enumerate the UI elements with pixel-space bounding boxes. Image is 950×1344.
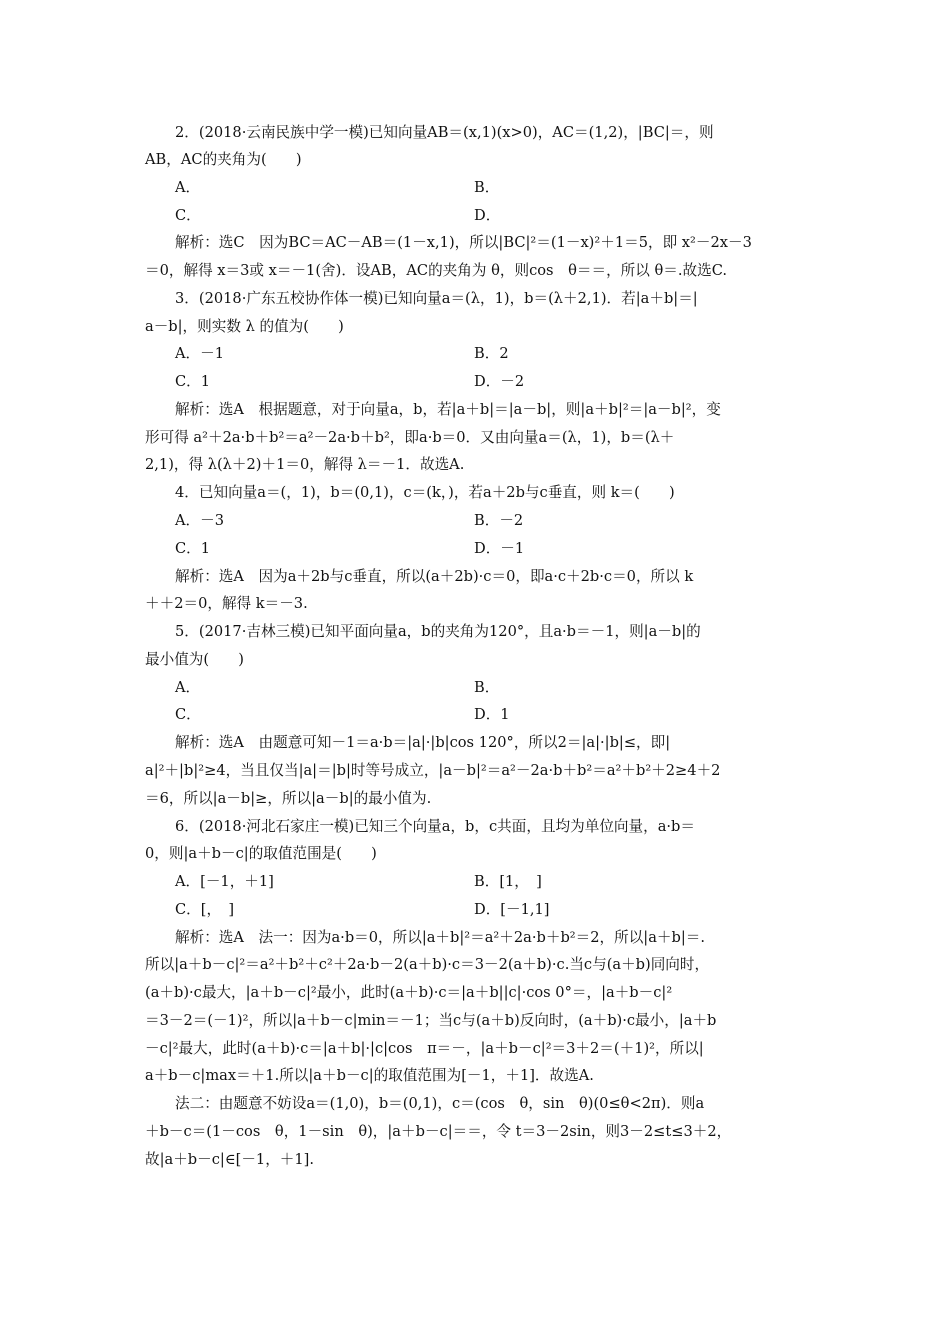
q4-option-d: D．－1 bbox=[474, 540, 525, 557]
q5-solution-line3: ＝6，所以|a－b|≥，所以|a－b|的最小值为. bbox=[145, 790, 432, 807]
q6-solution-line6: a＋b－c|max＝＋1.所以|a＋b－c|的取值范围为[－1，＋1]．故选A. bbox=[145, 1067, 594, 1084]
q2-option-a: A． bbox=[175, 179, 201, 196]
q3-option-c: C．1 bbox=[175, 373, 211, 390]
q3-option-d: D．－2 bbox=[474, 373, 525, 390]
q6-option-a: A．[－1，＋1] bbox=[175, 873, 274, 890]
q6-option-b: B．[1， ] bbox=[474, 873, 542, 890]
q3-stem-line2: a－b|，则实数 λ 的值为( ) bbox=[145, 318, 344, 335]
q2-stem-line1: 2．(2018·云南民族中学一模)已知向量AB＝(x,1)(x>0)，AC＝(1,2)，|BC|＝，则 bbox=[175, 124, 714, 141]
q4-option-a: A．－3 bbox=[175, 512, 225, 529]
q5-option-b: B． bbox=[474, 679, 500, 696]
q4-option-c: C．1 bbox=[175, 540, 211, 557]
q6-method2-line1: 法二：由题意不妨设a＝(1,0)，b＝(0,1)，c＝(cos θ，sin θ)(0≤θ<2π)．则a bbox=[175, 1095, 705, 1112]
q2-option-d: D． bbox=[474, 207, 501, 224]
q3-solution-line3: 2,1)，得 λ(λ＋2)＋1＝0，解得 λ＝－1．故选A. bbox=[145, 456, 465, 473]
q2-solution-line2: ＝0，解得 x＝3或 x＝－1(舍)．设AB，AC的夹角为 θ，则cos θ＝＝，所以 θ＝.故选C. bbox=[145, 262, 727, 279]
q6-method2-line2: ＋b－c＝(1－cos θ，1－sin θ)，|a＋b－c|＝＝，令 t＝3－2sin，则3－2≤t≤3＋2， bbox=[145, 1123, 732, 1140]
q5-stem-line1: 5．(2017·吉林三模)已知平面向量a，b的夹角为120°，且a·b＝－1，则|a－b|的 bbox=[175, 623, 701, 640]
q4-solution-line1: 解析：选A 因为a＋2b与c垂直，所以(a＋2b)·c＝0，即a·c＋2b·c＝0，所以 k bbox=[175, 568, 694, 585]
q6-option-c: C．[， ] bbox=[175, 901, 235, 918]
q5-option-a: A． bbox=[175, 679, 201, 696]
q2-option-c: C． bbox=[175, 207, 201, 224]
q4-solution-line2: ＋＋2＝0，解得 k＝－3. bbox=[145, 595, 308, 612]
q3-solution-line1: 解析：选A 根据题意，对于向量a，b，若|a＋b|＝|a－b|，则|a＋b|²＝|a－b|²，变 bbox=[175, 401, 721, 418]
q6-method2-line3: 故|a＋b－c|∈[－1，＋1]. bbox=[145, 1151, 315, 1168]
q3-option-a: A．－1 bbox=[175, 345, 225, 362]
q3-option-b: B．2 bbox=[474, 345, 509, 362]
q5-option-d: D．1 bbox=[474, 706, 510, 723]
q5-stem-line2: 最小值为( ) bbox=[145, 651, 244, 668]
q6-stem-line2: 0，则|a＋b－c|的取值范围是( ) bbox=[145, 845, 377, 862]
q2-solution-line1: 解析：选C 因为BC＝AC－AB＝(1－x,1)，所以|BC|²＝(1－x)²＋1＝5，即 x²－2x－3 bbox=[175, 234, 752, 251]
q6-stem-line1: 6．(2018·河北石家庄一模)已知三个向量a，b，c共面，且均为单位向量，a·b＝ bbox=[175, 818, 695, 835]
q3-solution-line2: 形可得 a²＋2a·b＋b²＝a²－2a·b＋b²，即a·b＝0．又由向量a＝(λ，1)，b＝(λ＋ bbox=[145, 429, 675, 446]
q6-solution-line2: 所以|a＋b－c|²＝a²＋b²＋c²＋2a·b－2(a＋b)·c＝3－2(a＋b)·c.当c与(a＋b)同向时， bbox=[145, 956, 710, 973]
q5-option-c: C． bbox=[175, 706, 201, 723]
q3-stem-line1: 3．(2018·广东五校协作体一模)已知向量a＝(λ，1)，b＝(λ＋2,1)．若|a＋b|＝| bbox=[175, 290, 698, 307]
q6-solution-line1: 解析：选A 法一：因为a·b＝0，所以|a＋b|²＝a²＋2a·b＋b²＝2，所以|a＋b|＝. bbox=[175, 929, 705, 946]
q6-solution-line5: －c|²最大，此时(a＋b)·c＝|a＋b|·|c|cos π＝－，|a＋b－c|²＝3＋2＝(＋1)²，所以| bbox=[145, 1040, 704, 1057]
q2-stem-line2: AB，AC的夹角为( ) bbox=[145, 151, 302, 168]
q4-option-b: B．－2 bbox=[474, 512, 524, 529]
q4-stem-line1: 4．已知向量a＝(，1)，b＝(0,1)，c＝(k，)，若a＋2b与c垂直，则 k＝( ) bbox=[175, 484, 675, 501]
q2-option-b: B． bbox=[474, 179, 500, 196]
q6-solution-line4: ＝3－2＝(－1)²，所以|a＋b－c|min＝－1；当c与(a＋b)反向时，(a＋b)·c最小，|a＋b bbox=[145, 1012, 717, 1029]
q5-solution-line2: a|²＋|b|²≥4，当且仅当|a|＝|b|时等号成立，|a－b|²＝a²－2a·b＋b²＝a²＋b²＋2≥4＋2 bbox=[145, 762, 721, 779]
q5-solution-line1: 解析：选A 由题意可知－1＝a·b＝|a|·|b|cos 120°，所以2＝|a|·|b|≤，即| bbox=[175, 734, 671, 751]
q6-option-d: D．[－1,1] bbox=[474, 901, 550, 918]
q6-solution-line3: (a＋b)·c最大，|a＋b－c|²最小，此时(a＋b)·c＝|a＋b||c|·cos 0°＝，|a＋b－c|² bbox=[145, 984, 673, 1001]
